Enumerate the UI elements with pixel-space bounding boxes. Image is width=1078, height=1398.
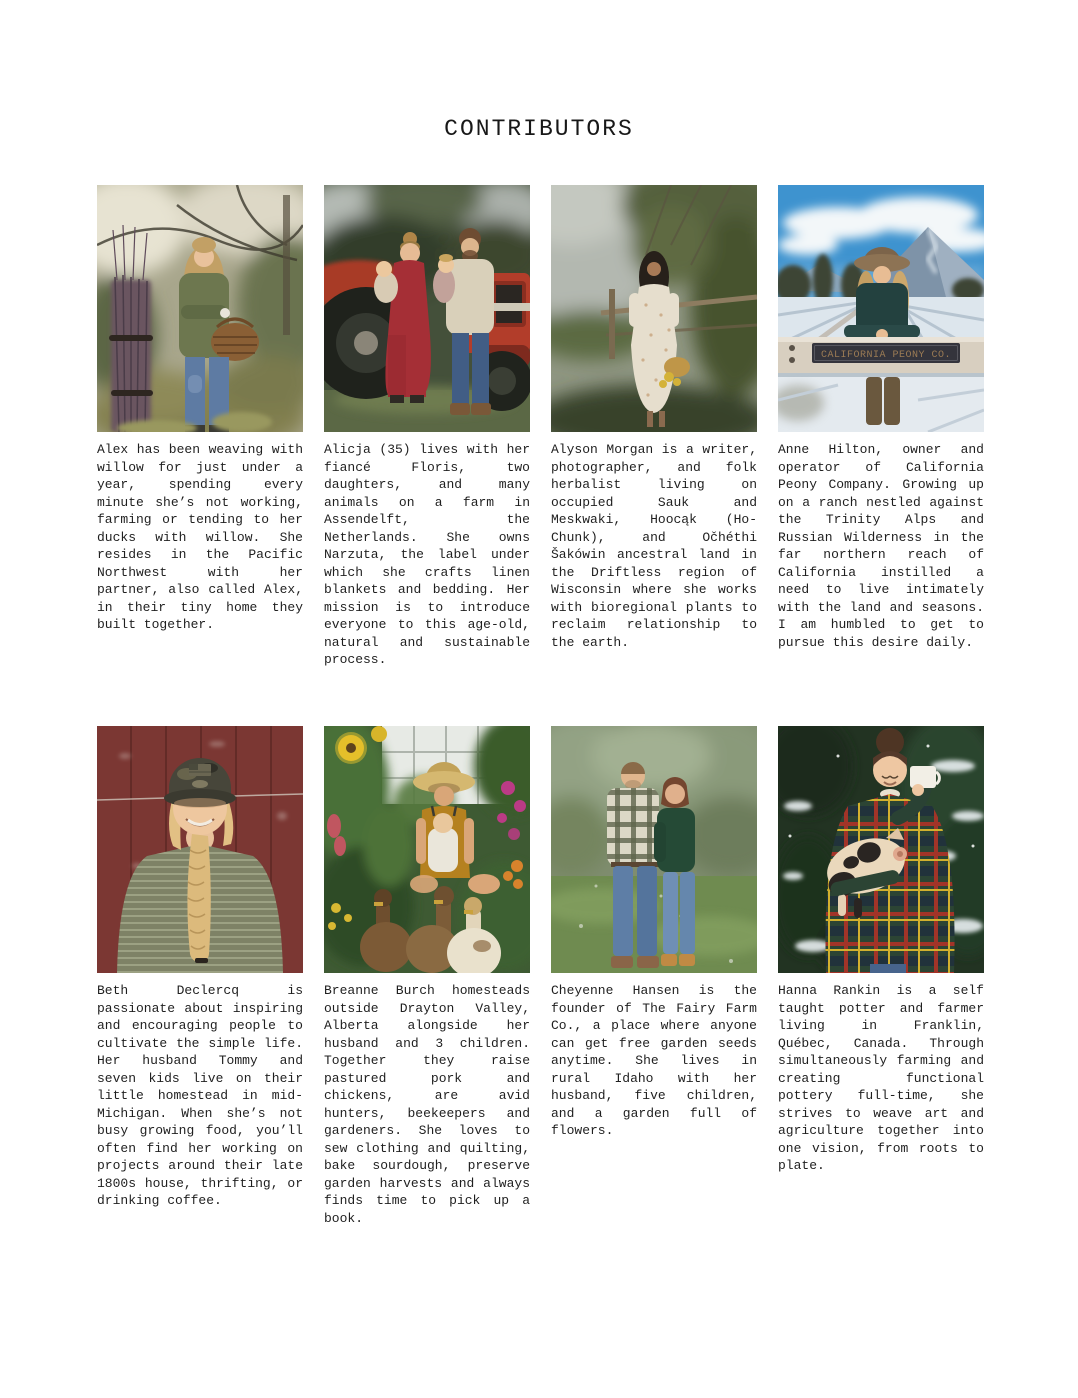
bio-anne: Anne Hilton, owner and operator of California Peony Company. Growing up on a ranch nestled against the Trinity Alps and Russian Wilderness in the far northern reach of California instilled a need to live intimately with the land and seasons. I am humbled to get to pursue this desire daily. bbox=[778, 442, 984, 650]
bio-alyson: Alyson Morgan is a writer, photographer, and folk herbalist living on occupied Sauk and Meskwaki, Hoocąk (Ho-Chunk), and Očhéthi Šakówin ancestral land in the Driftless region of Wisconsin where she works with bioregional plants to reclaim relationship to the earth. bbox=[551, 442, 757, 650]
photo-anne-snowy-peony-farm bbox=[778, 185, 984, 432]
page-title: CONTRIBUTORS bbox=[444, 116, 634, 142]
photo-breanne-garden-ducks bbox=[324, 726, 530, 973]
contributor-card-hanna bbox=[778, 726, 984, 1227]
photo-cheyenne-couple-lawn bbox=[551, 726, 757, 973]
bio-hanna: Hanna Rankin is a self taught potter and farmer living in Franklin, Québec, Canada. Through simultaneously farming and creating functional pottery full-time, she strives to weave art and agriculture together into one vision, from roots to plate. bbox=[778, 983, 984, 1173]
contributor-card-alyson bbox=[551, 185, 757, 726]
photo-alyson-flower-picking bbox=[551, 185, 757, 432]
bio-alex: Alex has been weaving with willow for just under a year, spending every minute she’s not working, farming or tending to her ducks with willow. She resides in the Pacific Northwest with her partner, also called Alex, in their tiny home they built together. bbox=[97, 442, 303, 632]
photo-alicja-family-tractor bbox=[324, 185, 530, 432]
photo-beth-red-barn-portrait bbox=[97, 726, 303, 973]
contributor-card-beth bbox=[97, 726, 303, 1227]
contributor-card-breanne bbox=[324, 726, 530, 1227]
bio-cheyenne: Cheyenne Hansen is the founder of The Fairy Farm Co., a place where anyone can get free garden seeds anytime. She lives in rural Idaho with her husband, five children, and a garden full of flowers. bbox=[551, 983, 757, 1138]
photo-hanna-piglet-snow bbox=[778, 726, 984, 973]
photo-alex-willow-weaver bbox=[97, 185, 303, 432]
contributors-grid bbox=[97, 185, 984, 1227]
bio-breanne: Breanne Burch homesteads outside Drayton Valley, Alberta alongside her husband and 3 children. Together they raise pastured pork and chickens, are avid hunters, beekeepers and gardeners. She loves to sew clothing and quilting, bake sourdough, preserve garden harvests and always finds time to pick up a book. bbox=[324, 983, 530, 1226]
bio-alicja: Alicja (35) lives with her fiancé Floris, two daughters, and many animals on a farm in Assendelft, the Netherlands. She owns Narzuta, the label under which she crafts linen blankets and bedding. Her mission is to introduce everyone to this age-old, natural and sustainable process. bbox=[324, 442, 530, 667]
contributor-card-alicja bbox=[324, 185, 530, 726]
contributor-card-alex bbox=[97, 185, 303, 726]
contributor-card-cheyenne bbox=[551, 726, 757, 1227]
california-peony-sign-text: CALIFORNIA PEONY CO. bbox=[820, 350, 952, 361]
bio-beth: Beth Declercq is passionate about inspiring and encouraging people to cultivate the simple life. Her husband Tommy and seven kids live on their little homestead in mid-Michigan. When she’s not busy growing food, you’ll often find her working on projects around their late 1800s house, thrifting, or drinking coffee. bbox=[97, 983, 303, 1208]
contributor-card-anne bbox=[778, 185, 984, 726]
